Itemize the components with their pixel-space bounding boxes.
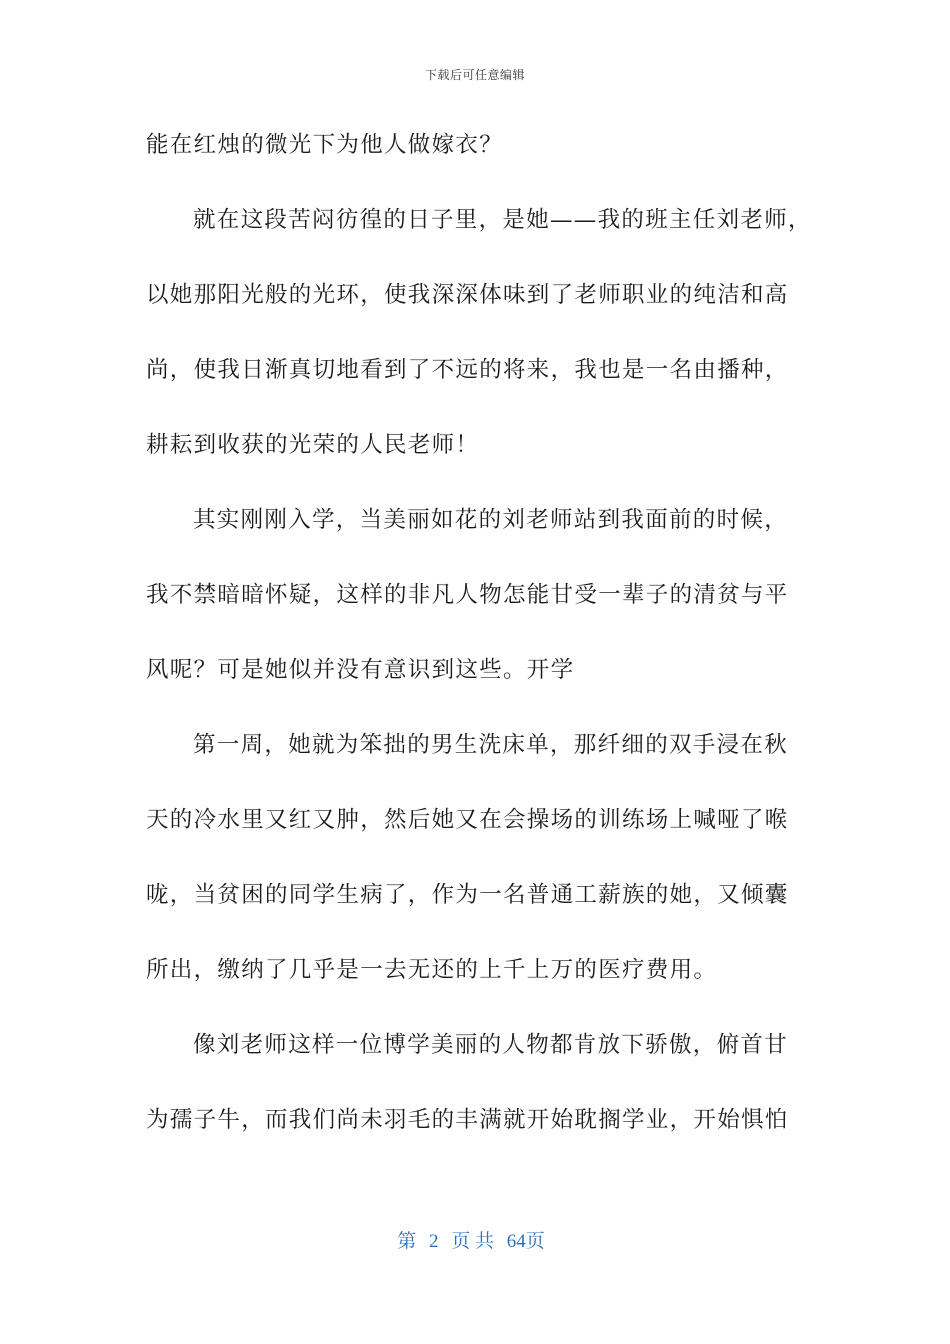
paragraph-line: 风呢？可是她似并没有意识到这些。开学 [146, 657, 575, 683]
paragraph-line: 所出，缴纳了几乎是一去无还的上千上万的医疗费用。 [146, 957, 718, 983]
paragraph-line: 就在这段苦闷彷徨的日子里，是她——我的班主任刘老师， [193, 207, 812, 233]
total-pages: 64页 [506, 1231, 545, 1252]
paragraph-line: 耕耘到收获的光荣的人民老师！ [146, 432, 480, 458]
paragraph-line: 尚，使我日渐真切地看到了不远的将来，我也是一名由播种， [146, 357, 789, 383]
paragraph-line: 为孺子牛，而我们尚未羽毛的丰满就开始耽搁学业，开始惧怕 [146, 1107, 789, 1133]
paragraph-line: 像刘老师这样一位博学美丽的人物都肯放下骄傲，俯首甘 [193, 1032, 789, 1058]
page-label-prefix: 第 [397, 1231, 417, 1252]
body-text [146, 124, 812, 1174]
paragraph-line: 我不禁暗暗怀疑，这样的非凡人物怎能甘受一辈子的清贫与平 [146, 582, 789, 608]
page-number-footer [0, 1226, 950, 1253]
paragraph-line: 咙，当贫困的同学生病了，作为一名普通工薪族的她，又倾囊 [146, 882, 789, 908]
paragraph-line: 其实刚刚入学，当美丽如花的刘老师站到我面前的时候， [193, 507, 789, 533]
header-note: 下载后可任意编辑 [424, 68, 525, 82]
paragraph-line: 能在红烛的微光下为他人做嫁衣？ [146, 132, 504, 158]
paragraph-line: 以她那阳光般的光环，使我深深体味到了老师职业的纯洁和高 [146, 282, 789, 308]
page-label-middle: 页 共 [451, 1231, 494, 1252]
paragraph-line: 天的冷水里又红又肿，然后她又在会操场的训练场上喊哑了喉 [146, 807, 789, 833]
current-page-number: 2 [428, 1231, 439, 1252]
paragraph-line: 第一周，她就为笨拙的男生洗床单，那纤细的双手浸在秋 [193, 732, 789, 758]
